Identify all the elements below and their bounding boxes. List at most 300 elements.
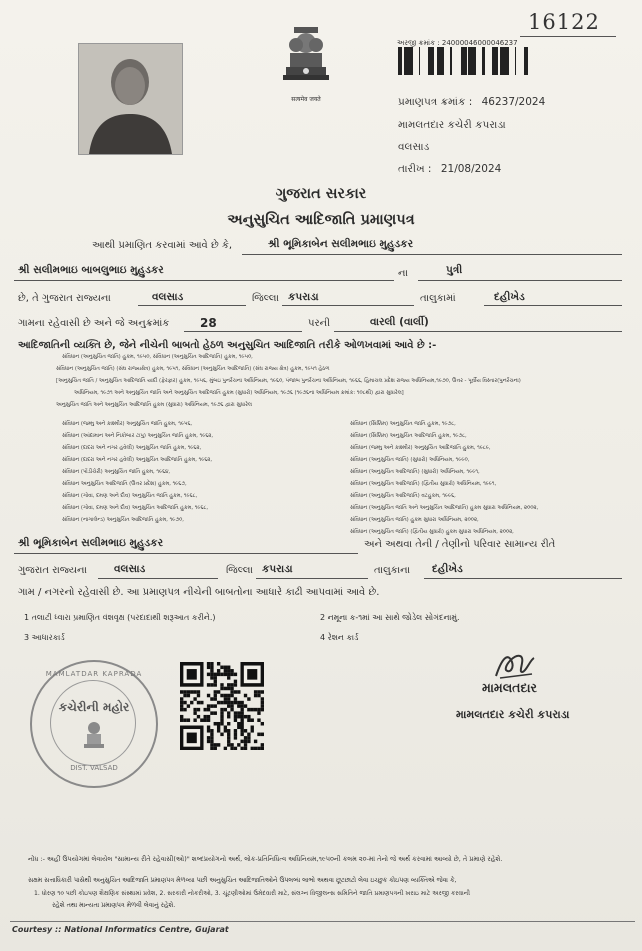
order-left-9: સંવિધાન (નાગાલેન્ડ) અનુસુચિત આદિજાતિ હુકમ, ૧૯૭૦,	[62, 517, 184, 523]
family-village: દહીખેડ	[432, 563, 463, 575]
qr-module	[217, 729, 220, 733]
qr-module	[207, 673, 210, 677]
barcode-bar	[437, 47, 438, 75]
qr-module	[220, 666, 223, 670]
order-right-4: સંવિધાન (અનુસુચિત જાતિ) (સુધારો) અધિનિયમ, ૧૯૯૦,	[350, 457, 470, 463]
qr-module	[180, 718, 183, 722]
barcode-bar	[440, 47, 443, 75]
barcode-bar	[503, 47, 504, 75]
qr-module	[254, 708, 257, 712]
emblem-motto: सत्यमेव जयते	[291, 96, 321, 103]
qr-module	[214, 680, 217, 684]
qr-module	[240, 708, 243, 712]
issuing-district: વલસાડ	[398, 141, 430, 153]
family-taluka-label: તાલુકાના	[374, 565, 411, 576]
qr-module	[247, 736, 250, 740]
office-seal	[30, 660, 158, 788]
qr-module	[251, 729, 254, 733]
qr-module	[240, 726, 243, 730]
qr-module	[214, 673, 217, 677]
barcode-bar	[407, 47, 408, 75]
order-top-3: [અનુસુચિત જાતિ / અનુસુચિત આદિજાતિ યાદી (ફેરફાર) હુકમ, ૧૯૫૬, મુંબઇ પુનર્રચના અધિનિયમ, ૧૯૬૦, પંજાબ પુનર્રચના અધિનિયમ, ૧૯૬૬, હિમાચલ પ્રદેશ રાજ્ય અધિનિયમ,૧૯૭૦, ઉત્તર - પૂર્વીય વિસ્તાર(પુનર્રચના)	[56, 378, 521, 384]
qr-module	[244, 747, 247, 750]
qr-module	[197, 701, 200, 705]
qr-module	[183, 694, 186, 698]
qr-module	[251, 747, 254, 750]
qr-module	[227, 722, 230, 726]
barcode-bar	[504, 47, 506, 75]
issue-date: 21/08/2024	[440, 163, 502, 175]
qr-module	[214, 722, 217, 726]
barcode	[398, 47, 530, 75]
qr-module	[234, 715, 237, 719]
qr-module	[197, 690, 200, 694]
qr-module	[244, 736, 247, 740]
qr-module	[183, 701, 186, 705]
qr-module	[227, 701, 230, 705]
qr-module	[220, 733, 223, 737]
holder-name-line	[242, 254, 622, 255]
barcode-bar	[438, 47, 440, 75]
order-right-5: સંવિધાન (અનુસુચિત આદિજાતિ) (સુધારો) અધિનિયમ, ૧૯૯૧,	[350, 469, 480, 475]
qr-module	[227, 687, 230, 691]
applicant-photo	[78, 43, 183, 155]
na-label: ના	[398, 268, 408, 279]
order-right-9: સંવિધાન (અનુસુચિત જાતિ) હુકમ સુધારા અધિનિયમ, ૨૦૦૨,	[350, 517, 479, 523]
qr-module	[240, 711, 243, 715]
barcode-bar	[494, 47, 497, 75]
note-3: 1. ધોરણ ૧૦ પછી કોઇપણ શૈક્ષણિક સંસ્થામાં પ્રવેશ, 2. સરકારી નોકરીઓ, 3. ચૂંટણીઓમાં ઉમેદવારી માટે, સંલગ્ન વિજીલન્સ સમિતિને જાતિ પ્રમાણપત્રની ખરાઇ માટે અરજી કરવાની	[34, 890, 470, 897]
qr-module	[217, 743, 220, 747]
qr-module	[230, 704, 233, 708]
barcode-bar	[408, 47, 410, 75]
qr-module	[227, 740, 230, 744]
family-taluka-line	[256, 578, 368, 579]
order-top-1: સંવિધાન (અનુસુચિત જાતિ) હુકમ, ૧૯૫૦, સંવિધાન (અનુસુચિત આદિજાતિ) હુકમ, ૧૯૫૦,	[62, 354, 253, 360]
seal-office-text: કચેરીની મહોર	[58, 700, 130, 714]
barcode-bar	[432, 47, 434, 75]
qr-module	[180, 697, 183, 701]
order-left-6: સંવિધાન અનુસુચિત આદિજાતિ (ઉત્તર પ્રદેશ) હુકમ, ૧૯૬૭,	[62, 481, 187, 487]
barcode-label: અરજી ક્રમાંક : 24000046000046237	[397, 39, 518, 47]
qr-module	[251, 718, 254, 722]
qr-module	[244, 740, 247, 744]
qr-module	[237, 704, 240, 708]
qr-module	[180, 715, 183, 719]
qr-module	[193, 697, 196, 701]
tribe-text: આદિજાતિની વ્યક્તિ છે, જેને નીચેની બાબતો હેઠળ અનુસુચિત આદિજાતિ તરીકે ઓળખવામાં આવે છે :-	[18, 340, 437, 351]
qr-module	[240, 747, 243, 750]
qr-module	[227, 683, 230, 687]
qr-module	[180, 704, 183, 708]
government-title: ગુજરાત સરકાર	[275, 185, 367, 202]
qr-module	[237, 722, 240, 726]
family-state-prefix: ગુજરાત રાજ્યના	[18, 565, 87, 576]
cert-number-row	[398, 96, 545, 109]
qr-module	[224, 687, 227, 691]
qr-module	[251, 708, 254, 712]
barcode-bar	[473, 47, 474, 75]
signatory-title: મામલતદાર	[482, 680, 537, 695]
barcode-bar	[428, 47, 431, 75]
qr-module	[257, 711, 260, 715]
order-left-3: સંવિધાન (દાદરા અને નગર હવેલી) અનુસુચિત જાતિ હુકમ, ૧૯૬૨,	[62, 445, 202, 451]
taluka-name: કપરાડા	[288, 291, 319, 303]
family-resident-text: ગામ / નગરનો રહેવાસી છે. આ પ્રમાણપત્ર નીચેની બાબતોના આધારે કાઢી આપવામાં આવે છે.	[18, 587, 380, 598]
qr-module	[193, 708, 196, 712]
handwritten-number: 16122	[528, 10, 600, 34]
qr-module	[220, 708, 223, 712]
qr-module	[261, 733, 264, 737]
qr-module	[257, 718, 260, 722]
qr-module	[234, 683, 237, 687]
qr-module	[237, 690, 240, 694]
family-village-line	[424, 578, 622, 579]
barcode-bar	[431, 47, 432, 75]
parni-label: પરની	[308, 318, 330, 329]
taluka-line	[282, 305, 414, 306]
order-right-8: સંવિધાન (અનુસુચિત જાતિ અને અનુસુચિત આદિજાતિ) હુકમ સુધારા અધિનિયમ, ૨૦૦૨,	[350, 505, 539, 511]
qr-module	[247, 715, 250, 719]
qr-module	[224, 694, 227, 698]
qr-module	[197, 694, 200, 698]
qr-module	[227, 733, 230, 737]
order-right-7: સંવિધાન (અનુસુચિત આદિજાતિ) વટહુકમ, ૧૯૯૬,	[350, 493, 456, 499]
qr-module	[234, 736, 237, 740]
qr-module	[244, 715, 247, 719]
barcode-bar	[443, 47, 444, 75]
qr-module	[240, 704, 243, 708]
qr-module	[247, 708, 250, 712]
qr-module	[261, 708, 264, 712]
qr-finder	[247, 669, 257, 680]
qr-module	[244, 743, 247, 747]
qr-module	[207, 740, 210, 744]
qr-module	[254, 694, 257, 698]
qr-module	[217, 669, 220, 673]
tribe-name: વારલી (વાર્લી)	[370, 316, 429, 328]
qr-module	[234, 733, 237, 737]
family-name-line	[14, 553, 358, 554]
qr-finder	[187, 733, 197, 744]
order-left-2: સંવિધાન (આંદામાન અને નિકોબાર ટાપુ) અનુસુચિત જાતિ હુકમ, ૧૯૬૨,	[62, 433, 214, 439]
qr-module	[224, 697, 227, 701]
qr-module	[217, 662, 220, 666]
qr-module	[220, 687, 223, 691]
district-name: વલસાડ	[152, 291, 184, 303]
barcode-bar	[398, 47, 401, 75]
qr-module	[227, 704, 230, 708]
qr-module	[240, 740, 243, 744]
barcode-bar	[404, 47, 407, 75]
barcode-bar	[464, 47, 467, 75]
order-left-8: સંવિધાન (ગોવા, દમણ અને દીવ) અનુસુચિત આદિજાતિ હુકમ, ૧૯૬૮,	[62, 505, 209, 511]
qr-module	[227, 715, 230, 719]
order-right-2: સંવિધાન (સિક્કિમ) અનુસુચિત આદિજાતિ હુકમ, ૧૯૭૮,	[350, 433, 467, 439]
qr-module	[261, 747, 264, 750]
qr-module	[240, 729, 243, 733]
qr-module	[220, 683, 223, 687]
qr-module	[227, 697, 230, 701]
qr-module	[197, 715, 200, 719]
barcode-bar	[497, 47, 498, 75]
taluka-label: તાલુકામાં	[420, 293, 456, 304]
district-line	[138, 305, 246, 306]
certify-text: આથી પ્રમાણિત કરવામાં આવે છે કે,	[92, 240, 233, 251]
qr-module	[230, 694, 233, 698]
qr-module	[214, 690, 217, 694]
qr-module	[237, 711, 240, 715]
barcode-bar	[470, 47, 473, 75]
tribe-line	[334, 331, 622, 332]
qr-module	[261, 722, 264, 726]
qr-module	[210, 711, 213, 715]
family-district-line	[98, 578, 218, 579]
qr-module	[204, 715, 207, 719]
seal-ring-text: MAMLATDAR KAPRADA	[45, 670, 143, 678]
qr-module	[190, 690, 193, 694]
qr-module	[220, 673, 223, 677]
qr-module	[224, 726, 227, 730]
qr-module	[234, 680, 237, 684]
order-right-3: સંવિધાન (જમ્મુ અને કાશ્મીર) અનુસુચિત આદિજાતિ હુકમ, ૧૯૮૯,	[350, 445, 491, 451]
holder-name: શ્રી ભૂમિકાબેન સલીમભાઇ મુહુડકર	[268, 238, 414, 250]
qr-module	[230, 669, 233, 673]
qr-module	[244, 729, 247, 733]
issuing-office: મામલતદાર કચેરી કપરાડા	[398, 119, 506, 131]
qr-module	[180, 690, 183, 694]
qr-module	[227, 673, 230, 677]
qr-module	[261, 701, 264, 705]
qr-module	[240, 701, 243, 705]
qr-module	[217, 701, 220, 705]
qr-module	[227, 736, 230, 740]
qr-module	[207, 704, 210, 708]
qr-module	[254, 690, 257, 694]
qr-module	[210, 704, 213, 708]
order-top-4: અધિનિયમ, ૧૯૭૧ અને અનુસુચિત જાતિ અને અનુસુચિત આદિજાતિ હુકમ (સુધારો) અધિનિયમ, ૧૯૭૬ (૧૯૭૬ના અધિનિયમ ક્રમાંક: ૧૦૮થી) દ્વારા સુધારેલ]	[74, 390, 404, 396]
qr-module	[207, 694, 210, 698]
note-4: રહેશે તથા માન્યતા પ્રમાણપત્ર મેળવી લેવાનું રહેશે.	[52, 902, 176, 909]
qr-module	[207, 708, 210, 712]
qr-module	[193, 690, 196, 694]
qr-module	[234, 697, 237, 701]
qr-module	[193, 718, 196, 722]
qr-module	[257, 733, 260, 737]
district-label: જિલ્લા	[252, 293, 279, 304]
barcode-bar	[468, 47, 470, 75]
seal-emblem-icon	[82, 720, 106, 750]
qr-module	[210, 697, 213, 701]
qr-module	[234, 690, 237, 694]
qr-module	[244, 704, 247, 708]
qr-module	[204, 718, 207, 722]
qr-module	[261, 697, 264, 701]
qr-module	[217, 722, 220, 726]
relation-line	[418, 280, 622, 281]
qr-module	[207, 729, 210, 733]
footer-line	[10, 921, 635, 922]
qr-module	[207, 666, 210, 670]
barcode-bar	[515, 47, 516, 75]
order-left-4: સંવિધાન (દાદરા અને નગર હવેલી) અનુસુચિત આદિજાતિ હુકમ, ૧૯૬૨,	[62, 457, 213, 463]
family-district: વલસાડ	[114, 563, 146, 575]
qr-module	[180, 701, 183, 705]
qr-module	[220, 701, 223, 705]
qr-module	[210, 669, 213, 673]
qr-module	[227, 676, 230, 680]
seal-bottom-text: DIST. VALSAD	[70, 764, 118, 772]
qr-module	[230, 701, 233, 705]
qr-module	[224, 701, 227, 705]
order-right-10: સંવિધાન (અનુસુચિત જાતિ) (દ્વિતીય સુધારો) હુકમ સુધારા અધિનિયમ, ૨૦૦૨,	[350, 529, 514, 535]
qr-module	[251, 726, 254, 730]
qr-module	[261, 743, 264, 747]
qr-module	[220, 711, 223, 715]
qr-module	[210, 666, 213, 670]
qr-module	[257, 708, 260, 712]
qr-module	[261, 704, 264, 708]
qr-module	[200, 701, 203, 705]
village-line	[484, 305, 622, 306]
qr-module	[193, 711, 196, 715]
qr-module	[234, 729, 237, 733]
barcode-bar	[482, 47, 485, 75]
cert-number: 46237/2024	[481, 96, 546, 108]
document-3: 3 આધારકાર્ડ	[24, 633, 65, 642]
qr-module	[210, 662, 213, 666]
signatory-office: મામલતદાર કચેરી કપરાડા	[456, 708, 570, 721]
signature-icon	[492, 648, 538, 682]
barcode-bar	[450, 47, 452, 75]
qr-module	[210, 747, 213, 750]
qr-module	[210, 740, 213, 744]
footer-courtesy: Courtesy :: National Informatics Centre, Gujarat	[12, 925, 229, 934]
qr-module	[214, 743, 217, 747]
barcode-bar	[474, 47, 476, 75]
father-name-line	[14, 280, 394, 281]
barcode-bar	[506, 47, 509, 75]
qr-module	[247, 697, 250, 701]
qr-module	[214, 697, 217, 701]
qr-code	[180, 662, 264, 750]
note-2: સક્ષમ સત્તાધિકારી પાસેથી અનુસુચિત આદિજાતિ પ્રમાણપત્ર મેળવ્યા પછી અનુસુચિત આદિજાતિઓને ઉપલબ્ધ લાભો અથવા છૂટછાટો લેવા ઇચ્છુક કોઇપણ વ્યક્તિએ જેવા કે,	[28, 877, 457, 884]
qr-module	[257, 694, 260, 698]
serial-number: 28	[200, 316, 217, 330]
qr-module	[190, 701, 193, 705]
order-right-6: સંવિધાન (અનુસુચિત આદિજાતિ) (દ્વિતીય સુધારો) અધિનિયમ, ૧૯૯૧,	[350, 481, 497, 487]
qr-module	[210, 683, 213, 687]
qr-module	[210, 743, 213, 747]
qr-module	[224, 669, 227, 673]
barcode-bar	[524, 47, 527, 75]
qr-finder	[187, 669, 197, 680]
resident-text: ગામના રહેવાસી છે અને જે અનુક્રમાંક	[18, 318, 170, 329]
qr-module	[187, 704, 190, 708]
family-text: અને અથવા તેની / તેણીનો પરિવાર સામાન્ય રીતે	[364, 539, 556, 550]
qr-module	[230, 708, 233, 712]
order-top-5: અનુસુચિત જાતિ અને અનુસુચિત આદિજાતિ હુકમ (સુધારા) અધિનિયમ, ૧૯૭૬ દ્વારા સુધારેલ	[56, 402, 252, 408]
qr-module	[234, 718, 237, 722]
family-holder-name: શ્રી ભૂમિકાબેન સલીમભાઇ મુહુડકર	[18, 537, 164, 549]
qr-module	[234, 673, 237, 677]
barcode-bar	[419, 47, 420, 75]
qr-module	[227, 743, 230, 747]
qr-module	[210, 729, 213, 733]
qr-module	[230, 683, 233, 687]
document-2: 2 નમૂના ક-૧માં આ સાથે જોડેલ સોગંદનામું.	[320, 613, 460, 622]
qr-module	[234, 711, 237, 715]
qr-module	[214, 683, 217, 687]
order-left-5: સંવિધાન (પોંડીચેરી) અનુસુચિત જાતિ હુકમ, ૧૯૬૪,	[62, 469, 171, 475]
note-1: નોંધ :- અહીં ઉપયોગમાં લેવાયેલ "સામાન્ય રીતે રહેવાસી(ઓ)" શબ્દપ્રયોગનો અર્થ, લોક-પ્રતિનિધિત્વ અધિનિયમ,૧૯૫૦ની કલમ ૨૦-માં તેનો જે અર્થ કરવામાં આવ્યો છે, તે પ્રમાણે રહેશે.	[28, 855, 503, 863]
qr-module	[187, 690, 190, 694]
qr-module	[227, 711, 230, 715]
state-prefix: છે, તે ગુજરાત રાજ્યના	[18, 293, 111, 304]
qr-module	[230, 673, 233, 677]
qr-module	[207, 726, 210, 730]
qr-module	[244, 694, 247, 698]
qr-module	[224, 666, 227, 670]
qr-module	[187, 718, 190, 722]
qr-module	[230, 687, 233, 691]
serial-line	[184, 331, 302, 332]
qr-module	[224, 673, 227, 677]
qr-module	[220, 722, 223, 726]
qr-module	[210, 736, 213, 740]
qr-module	[234, 701, 237, 705]
qr-module	[237, 701, 240, 705]
qr-module	[197, 708, 200, 712]
cert-number-label: પ્રમાણપત્ર ક્રમાંક :	[398, 96, 473, 108]
qr-module	[210, 676, 213, 680]
barcode-bar	[410, 47, 413, 75]
national-emblem-icon	[277, 25, 335, 101]
qr-module	[187, 694, 190, 698]
barcode-bar	[492, 47, 494, 75]
qr-module	[227, 669, 230, 673]
qr-module	[254, 740, 257, 744]
qr-module	[230, 747, 233, 750]
qr-module	[220, 715, 223, 719]
qr-module	[237, 743, 240, 747]
qr-module	[224, 747, 227, 750]
qr-module	[247, 733, 250, 737]
qr-module	[204, 708, 207, 712]
qr-module	[237, 715, 240, 719]
certificate-title: અનુસુચિત આદિજાતિ પ્રમાણપત્ર	[227, 211, 415, 228]
qr-module	[220, 694, 223, 698]
order-top-2: સંવિધાન (અનુસુચિત જાતિ) (સંઘ રાજ્યક્ષેત્ર) હુકમ, ૧૯૫૧, સંવિધાન (અનુસુચિત આદિજાતિ) (સંઘ રાજ્ય ક્ષેત્ર) હુકમ, ૧૯૫૧ હેઠળ	[56, 366, 330, 372]
village-name: દહીખેડ	[494, 291, 525, 303]
qr-module	[207, 662, 210, 666]
qr-module	[254, 747, 257, 750]
order-left-7: સંવિધાન (ગોવા, દમણ અને દીવ) અનુસુચિત જાતિ હુકમ, ૧૯૬૮,	[62, 493, 198, 499]
father-name: શ્રી સલીમભાઇ બાબલુભાઇ મુહુડકર	[18, 264, 164, 276]
qr-module	[247, 740, 250, 744]
family-taluka: કપરાડા	[262, 563, 293, 575]
qr-module	[207, 683, 210, 687]
qr-module	[183, 708, 186, 712]
qr-module	[234, 747, 237, 750]
family-district-label: જિલ્લા	[226, 565, 253, 576]
barcode-bar	[527, 47, 528, 75]
qr-module	[214, 704, 217, 708]
qr-module	[240, 733, 243, 737]
qr-module	[207, 715, 210, 719]
qr-module	[227, 666, 230, 670]
qr-module	[210, 733, 213, 737]
